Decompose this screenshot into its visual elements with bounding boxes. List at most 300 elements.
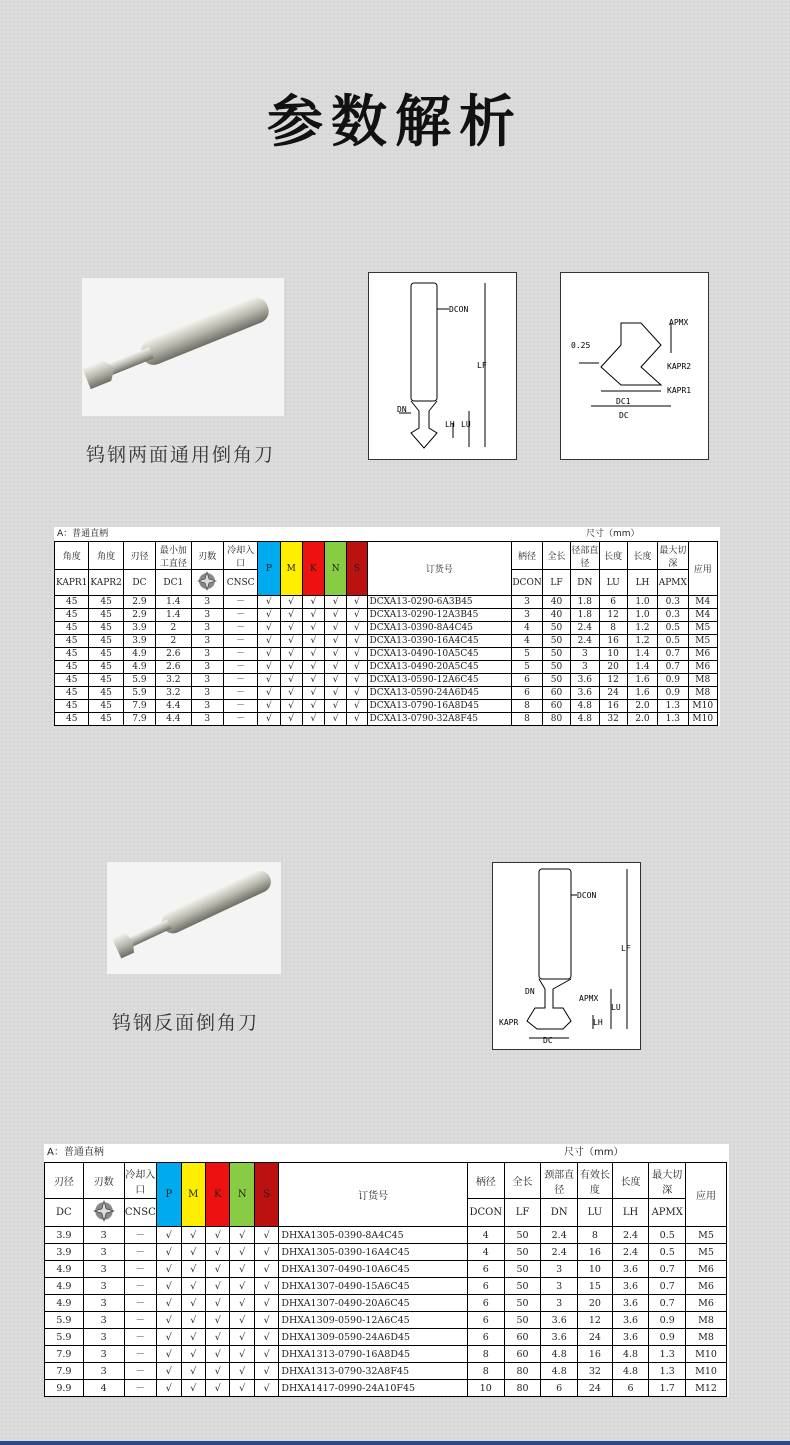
- table-cell: 3.2: [156, 687, 191, 700]
- t1-h-flutes: 刃数: [191, 542, 223, 570]
- table-cell: 50: [504, 1227, 541, 1244]
- t2-h-k: K: [206, 1163, 230, 1227]
- table-row: [45, 1363, 727, 1380]
- table-cell: 4.4: [156, 713, 191, 726]
- table-cell: DHXA1309-0590-24A6D45: [279, 1329, 468, 1346]
- t1-h-kapr1: 角度: [55, 542, 89, 570]
- t1-h-p: P: [258, 542, 280, 596]
- table-cell: 10: [467, 1380, 504, 1397]
- table-cell: √: [181, 1278, 205, 1295]
- table-cell: √: [325, 713, 347, 726]
- table-cell: 2: [156, 635, 191, 648]
- table-cell: √: [347, 687, 367, 700]
- p2-label-dn: DN: [525, 987, 535, 996]
- table-cell: 3: [191, 635, 223, 648]
- table-cell: 2.4: [571, 622, 599, 635]
- table-cell: 20: [578, 1295, 613, 1312]
- table1-header-bar: [54, 527, 720, 541]
- table-row: [45, 1380, 727, 1397]
- table-row: [45, 1278, 727, 1295]
- table-cell: 10: [578, 1261, 613, 1278]
- table-cell: √: [302, 635, 324, 648]
- t1-h-dc1: 最小加工直径: [156, 542, 191, 570]
- table-cell: 4.8: [571, 700, 599, 713]
- table-cell: 0.7: [649, 1261, 686, 1278]
- table-cell: √: [302, 687, 324, 700]
- table-cell: 3.9: [123, 622, 155, 635]
- table-cell: 2.9: [123, 609, 155, 622]
- diagram-label-lh: LH: [445, 420, 455, 429]
- t2-h-dn: 颈部直径: [541, 1163, 578, 1199]
- table-cell: DCXA13-0790-32A8F45: [367, 713, 512, 726]
- t1-e-lu: LU: [599, 570, 627, 596]
- t2-h-lu: 有效长度: [578, 1163, 613, 1199]
- table-cell: 1.3: [658, 713, 688, 726]
- table-cell: 45: [55, 648, 89, 661]
- table-cell: √: [206, 1329, 230, 1346]
- diagram-label-lf: LF: [477, 361, 487, 370]
- table-cell: 45: [89, 674, 123, 687]
- table-cell: 2.6: [156, 661, 191, 674]
- table-cell: √: [347, 648, 367, 661]
- table-cell: 1.4: [156, 609, 191, 622]
- table-cell: 3: [191, 700, 223, 713]
- table-cell: －: [124, 1312, 157, 1329]
- table-cell: M10: [686, 1363, 727, 1380]
- table-cell: √: [181, 1346, 205, 1363]
- table-cell: 3: [571, 661, 599, 674]
- table-cell: √: [181, 1363, 205, 1380]
- table-cell: 3: [83, 1312, 124, 1329]
- table-cell: －: [223, 687, 257, 700]
- table-cell: √: [181, 1312, 205, 1329]
- table-cell: √: [347, 661, 367, 674]
- table-cell: √: [230, 1261, 254, 1278]
- table-cell: √: [206, 1295, 230, 1312]
- table-cell: 6: [612, 1380, 649, 1397]
- table-cell: √: [325, 622, 347, 635]
- table-cell: 3: [191, 648, 223, 661]
- table-cell: 80: [504, 1380, 541, 1397]
- table-cell: DCXA13-0790-16A8D45: [367, 700, 512, 713]
- table-cell: 1.4: [627, 661, 657, 674]
- table-cell: 4.8: [571, 713, 599, 726]
- table-cell: 1.0: [627, 609, 657, 622]
- table-cell: 1.6: [627, 687, 657, 700]
- t2-h-apmx: 最大切深: [649, 1163, 686, 1199]
- table-cell: 16: [578, 1244, 613, 1261]
- table-cell: 1.8: [571, 596, 599, 609]
- table-cell: √: [230, 1295, 254, 1312]
- table-cell: 80: [542, 713, 570, 726]
- table-cell: 4.8: [541, 1363, 578, 1380]
- table-cell: 45: [89, 635, 123, 648]
- table-cell: √: [181, 1329, 205, 1346]
- table-cell: √: [302, 713, 324, 726]
- table-cell: 4.9: [45, 1278, 84, 1295]
- table-cell: √: [254, 1380, 278, 1397]
- table-cell: M4: [688, 609, 718, 622]
- table-cell: √: [302, 700, 324, 713]
- table-cell: √: [157, 1278, 181, 1295]
- table-cell: 45: [55, 596, 89, 609]
- table-row: [45, 1329, 727, 1346]
- table-cell: √: [258, 622, 280, 635]
- t1-e-flute-icon: [191, 570, 223, 596]
- table-cell: 5.9: [45, 1312, 84, 1329]
- t2-h-s: S: [254, 1163, 278, 1227]
- table1-label-left: A：普通直柄: [57, 529, 109, 539]
- t1-e-dcon: DCON: [512, 570, 543, 596]
- table-cell: －: [124, 1380, 157, 1397]
- table-cell: √: [280, 596, 302, 609]
- table-cell: M6: [686, 1278, 727, 1295]
- p2-label-lu: LU: [611, 1003, 621, 1012]
- table-cell: 45: [89, 648, 123, 661]
- table-cell: √: [347, 674, 367, 687]
- table-cell: 32: [599, 713, 627, 726]
- table-cell: √: [206, 1261, 230, 1278]
- table-row: [45, 1346, 727, 1363]
- table-cell: 3: [83, 1329, 124, 1346]
- table-cell: 7.9: [45, 1363, 84, 1380]
- table-cell: 45: [55, 609, 89, 622]
- table-cell: 4.9: [45, 1261, 84, 1278]
- table-cell: －: [124, 1278, 157, 1295]
- table-cell: √: [206, 1346, 230, 1363]
- table-cell: 45: [89, 622, 123, 635]
- table-cell: 50: [542, 674, 570, 687]
- table-cell: 6: [512, 674, 543, 687]
- table-cell: 0.7: [649, 1295, 686, 1312]
- table-cell: 3: [512, 609, 543, 622]
- table-cell: 2.4: [571, 635, 599, 648]
- table-cell: －: [223, 622, 257, 635]
- table-cell: 3: [83, 1278, 124, 1295]
- table-cell: 3.6: [612, 1295, 649, 1312]
- table-cell: √: [230, 1363, 254, 1380]
- table-row: [45, 1295, 727, 1312]
- table-row: [55, 661, 718, 674]
- table-cell: 6: [599, 596, 627, 609]
- diagram-label-025: 0.25: [571, 341, 591, 350]
- p2-label-dc: DC: [543, 1036, 553, 1045]
- t1-h-dc: 刃径: [123, 542, 155, 570]
- table-cell: √: [181, 1261, 205, 1278]
- t1-h-kapr2: 角度: [89, 542, 123, 570]
- table-cell: 24: [578, 1329, 613, 1346]
- t1-e-apmx: APMX: [658, 570, 688, 596]
- table-cell: M8: [688, 687, 718, 700]
- table-cell: 3: [191, 609, 223, 622]
- t2-e-flute-icon: [83, 1199, 124, 1227]
- diagram-label-apmx: APMX: [669, 318, 689, 327]
- t2-e-dc: DC: [45, 1199, 84, 1227]
- table-cell: 50: [542, 661, 570, 674]
- table-cell: DCXA13-0590-12A6C45: [367, 674, 512, 687]
- table-cell: 1.0: [627, 596, 657, 609]
- table-cell: 5.9: [123, 687, 155, 700]
- table-cell: 50: [504, 1278, 541, 1295]
- table-row: [55, 674, 718, 687]
- t1-e-lf: LF: [542, 570, 570, 596]
- table-cell: √: [230, 1346, 254, 1363]
- table-cell: √: [280, 687, 302, 700]
- diagram-label-kapr1: KAPR1: [667, 386, 692, 395]
- table-cell: 1.6: [627, 674, 657, 687]
- t1-h-lf: 全长: [542, 542, 570, 570]
- table-cell: DHXA1417-0990-24A10F45: [279, 1380, 468, 1397]
- table-cell: －: [223, 661, 257, 674]
- table-cell: DHXA1313-0790-32A8F45: [279, 1363, 468, 1380]
- table-cell: DHXA1305-0390-16A4C45: [279, 1244, 468, 1261]
- table-cell: M10: [686, 1346, 727, 1363]
- table-cell: 24: [599, 687, 627, 700]
- table-cell: 1.4: [156, 596, 191, 609]
- table-cell: 40: [542, 596, 570, 609]
- table-cell: 3: [83, 1363, 124, 1380]
- t1-h-app: 应用: [688, 542, 718, 596]
- t2-h-coolant: 冷却入口: [124, 1163, 157, 1199]
- t1-e-cnsc: CNSC: [223, 570, 257, 596]
- table-cell: 2.0: [627, 700, 657, 713]
- table-cell: 50: [504, 1312, 541, 1329]
- table-cell: √: [254, 1295, 278, 1312]
- t1-h-lu: 长度: [599, 542, 627, 570]
- table-cell: 3: [541, 1261, 578, 1278]
- table-cell: M10: [688, 713, 718, 726]
- table-cell: DCXA13-0390-16A4C45: [367, 635, 512, 648]
- table-cell: 32: [578, 1363, 613, 1380]
- table-cell: √: [157, 1312, 181, 1329]
- table-cell: 7.9: [123, 700, 155, 713]
- table-cell: 50: [542, 635, 570, 648]
- table-cell: 2.4: [612, 1244, 649, 1261]
- table-cell: √: [280, 700, 302, 713]
- table-cell: 20: [599, 661, 627, 674]
- table-cell: √: [206, 1380, 230, 1397]
- table-cell: 45: [55, 700, 89, 713]
- t2-e-dn: DN: [541, 1199, 578, 1227]
- table-cell: √: [347, 635, 367, 648]
- t2-h-app: 应用: [686, 1163, 727, 1227]
- table-cell: DHXA1307-0490-20A6C45: [279, 1295, 468, 1312]
- table-cell: 3: [541, 1295, 578, 1312]
- table-row: [55, 700, 718, 713]
- flute-count-icon: [93, 1200, 115, 1222]
- t1-h-coolant: 冷却入口: [223, 542, 257, 570]
- table-cell: √: [302, 609, 324, 622]
- product2-caption: 钨钢反面倒角刀: [112, 1012, 260, 1034]
- table-cell: 45: [89, 713, 123, 726]
- t1-h-apmx: 最大切深: [658, 542, 688, 570]
- p2-label-lh: LH: [593, 1018, 603, 1027]
- table-cell: DHXA1307-0490-15A6C45: [279, 1278, 468, 1295]
- table-cell: 45: [55, 622, 89, 635]
- table-cell: M10: [688, 700, 718, 713]
- table-row: [45, 1261, 727, 1278]
- table-cell: √: [254, 1278, 278, 1295]
- table-cell: 8: [578, 1227, 613, 1244]
- table-cell: 2: [156, 622, 191, 635]
- table-cell: 45: [55, 687, 89, 700]
- table-cell: √: [258, 674, 280, 687]
- table-cell: 60: [542, 700, 570, 713]
- t1-h-n: N: [325, 542, 347, 596]
- table-cell: 4.4: [156, 700, 191, 713]
- table-cell: －: [223, 648, 257, 661]
- t2-h-order: 订货号: [279, 1163, 468, 1227]
- table-cell: 3: [541, 1278, 578, 1295]
- table-cell: 1.2: [627, 622, 657, 635]
- table-cell: 3: [191, 674, 223, 687]
- table-cell: M5: [688, 635, 718, 648]
- table-cell: 50: [504, 1244, 541, 1261]
- table-cell: 6: [512, 687, 543, 700]
- table-cell: √: [347, 596, 367, 609]
- table-cell: －: [124, 1329, 157, 1346]
- table-cell: √: [325, 700, 347, 713]
- table-cell: 3: [191, 622, 223, 635]
- t1-h-order: 订货号: [367, 542, 512, 596]
- table-cell: √: [258, 700, 280, 713]
- table-cell: √: [258, 596, 280, 609]
- t2-e-dcon: DCON: [467, 1199, 504, 1227]
- table-cell: 50: [504, 1295, 541, 1312]
- table-cell: 4.8: [612, 1363, 649, 1380]
- t1-h-m: M: [280, 542, 302, 596]
- table-cell: 60: [504, 1329, 541, 1346]
- table-cell: 0.5: [658, 622, 688, 635]
- table-cell: 6: [467, 1295, 504, 1312]
- table-cell: √: [206, 1244, 230, 1261]
- diagram-label-dcon: DCON: [449, 305, 469, 314]
- table-cell: 8: [467, 1363, 504, 1380]
- table-cell: √: [347, 700, 367, 713]
- table-cell: DCXA13-0390-8A4C45: [367, 622, 512, 635]
- table-cell: √: [258, 713, 280, 726]
- table-cell: 45: [89, 596, 123, 609]
- table-cell: √: [254, 1227, 278, 1244]
- table-row: [45, 1312, 727, 1329]
- table-cell: √: [254, 1312, 278, 1329]
- table-cell: 3: [191, 596, 223, 609]
- table-cell: 4.9: [123, 661, 155, 674]
- table-cell: 15: [578, 1278, 613, 1295]
- table-cell: 24: [578, 1380, 613, 1397]
- table-cell: 7.9: [123, 713, 155, 726]
- table-cell: √: [230, 1278, 254, 1295]
- table-cell: 45: [55, 635, 89, 648]
- table-cell: 0.9: [649, 1312, 686, 1329]
- table-cell: 4: [467, 1227, 504, 1244]
- p2-label-lf: LF: [621, 944, 631, 953]
- t2-h-lh: 长度: [612, 1163, 649, 1199]
- table-cell: M8: [688, 674, 718, 687]
- table-cell: 3.6: [571, 674, 599, 687]
- table-cell: √: [230, 1227, 254, 1244]
- table-cell: －: [124, 1244, 157, 1261]
- table-cell: √: [254, 1329, 278, 1346]
- table-cell: √: [206, 1312, 230, 1329]
- table1: [54, 541, 718, 726]
- t2-h-flutes: 刃数: [83, 1163, 124, 1199]
- table-cell: √: [157, 1261, 181, 1278]
- table-cell: √: [258, 609, 280, 622]
- table-cell: 3: [83, 1295, 124, 1312]
- table-cell: √: [347, 609, 367, 622]
- table-cell: √: [325, 674, 347, 687]
- product1-photo: [82, 278, 284, 416]
- table-cell: 3.2: [156, 674, 191, 687]
- table-row: [55, 635, 718, 648]
- table-cell: 6: [541, 1380, 578, 1397]
- diagram-label-dc: DC: [619, 411, 629, 420]
- t1-h-dcon: 柄径: [512, 542, 543, 570]
- table1-container: [54, 527, 720, 726]
- diagram-label-dc1: DC1: [616, 397, 631, 406]
- product1-caption: 钨钢两面通用倒角刀: [86, 444, 276, 466]
- t2-h-lf: 全长: [504, 1163, 541, 1199]
- table-cell: DCXA13-0290-12A3B45: [367, 609, 512, 622]
- table-cell: 12: [599, 674, 627, 687]
- table-cell: －: [223, 674, 257, 687]
- table-cell: 4: [83, 1380, 124, 1397]
- table-cell: 2.4: [612, 1227, 649, 1244]
- table-cell: 3.6: [612, 1329, 649, 1346]
- table-cell: √: [280, 635, 302, 648]
- p2-label-dcon: DCON: [577, 891, 597, 900]
- table-cell: 8: [512, 713, 543, 726]
- table-cell: 3.6: [612, 1312, 649, 1329]
- table-cell: 45: [55, 674, 89, 687]
- table-cell: √: [157, 1380, 181, 1397]
- table-cell: √: [181, 1295, 205, 1312]
- t2-h-p: P: [157, 1163, 181, 1227]
- table-cell: 10: [599, 648, 627, 661]
- p2-label-apmx: APMX: [579, 994, 599, 1003]
- table-cell: 0.5: [658, 635, 688, 648]
- table-cell: 4: [512, 622, 543, 635]
- table-cell: √: [206, 1227, 230, 1244]
- table-cell: M8: [686, 1312, 727, 1329]
- table-cell: M5: [686, 1227, 727, 1244]
- table-cell: 0.3: [658, 596, 688, 609]
- table-cell: －: [223, 596, 257, 609]
- table-cell: 8: [599, 622, 627, 635]
- table-cell: 4.8: [612, 1346, 649, 1363]
- table-cell: －: [124, 1227, 157, 1244]
- table-cell: DCXA13-0590-24A6D45: [367, 687, 512, 700]
- table-cell: －: [223, 635, 257, 648]
- t2-e-lh: LH: [612, 1199, 649, 1227]
- table-cell: 3: [83, 1346, 124, 1363]
- t2-e-cnsc: CNSC: [124, 1199, 157, 1227]
- table-cell: M12: [686, 1380, 727, 1397]
- table-cell: √: [280, 648, 302, 661]
- table-cell: －: [124, 1261, 157, 1278]
- table-cell: √: [280, 609, 302, 622]
- table-cell: 3.6: [571, 687, 599, 700]
- table-cell: 16: [599, 635, 627, 648]
- table-cell: 16: [578, 1346, 613, 1363]
- t2-h-m: M: [181, 1163, 205, 1227]
- table-cell: 3.9: [123, 635, 155, 648]
- table-cell: 2.6: [156, 648, 191, 661]
- table-cell: √: [181, 1227, 205, 1244]
- table-cell: √: [157, 1329, 181, 1346]
- table-cell: 3: [83, 1261, 124, 1278]
